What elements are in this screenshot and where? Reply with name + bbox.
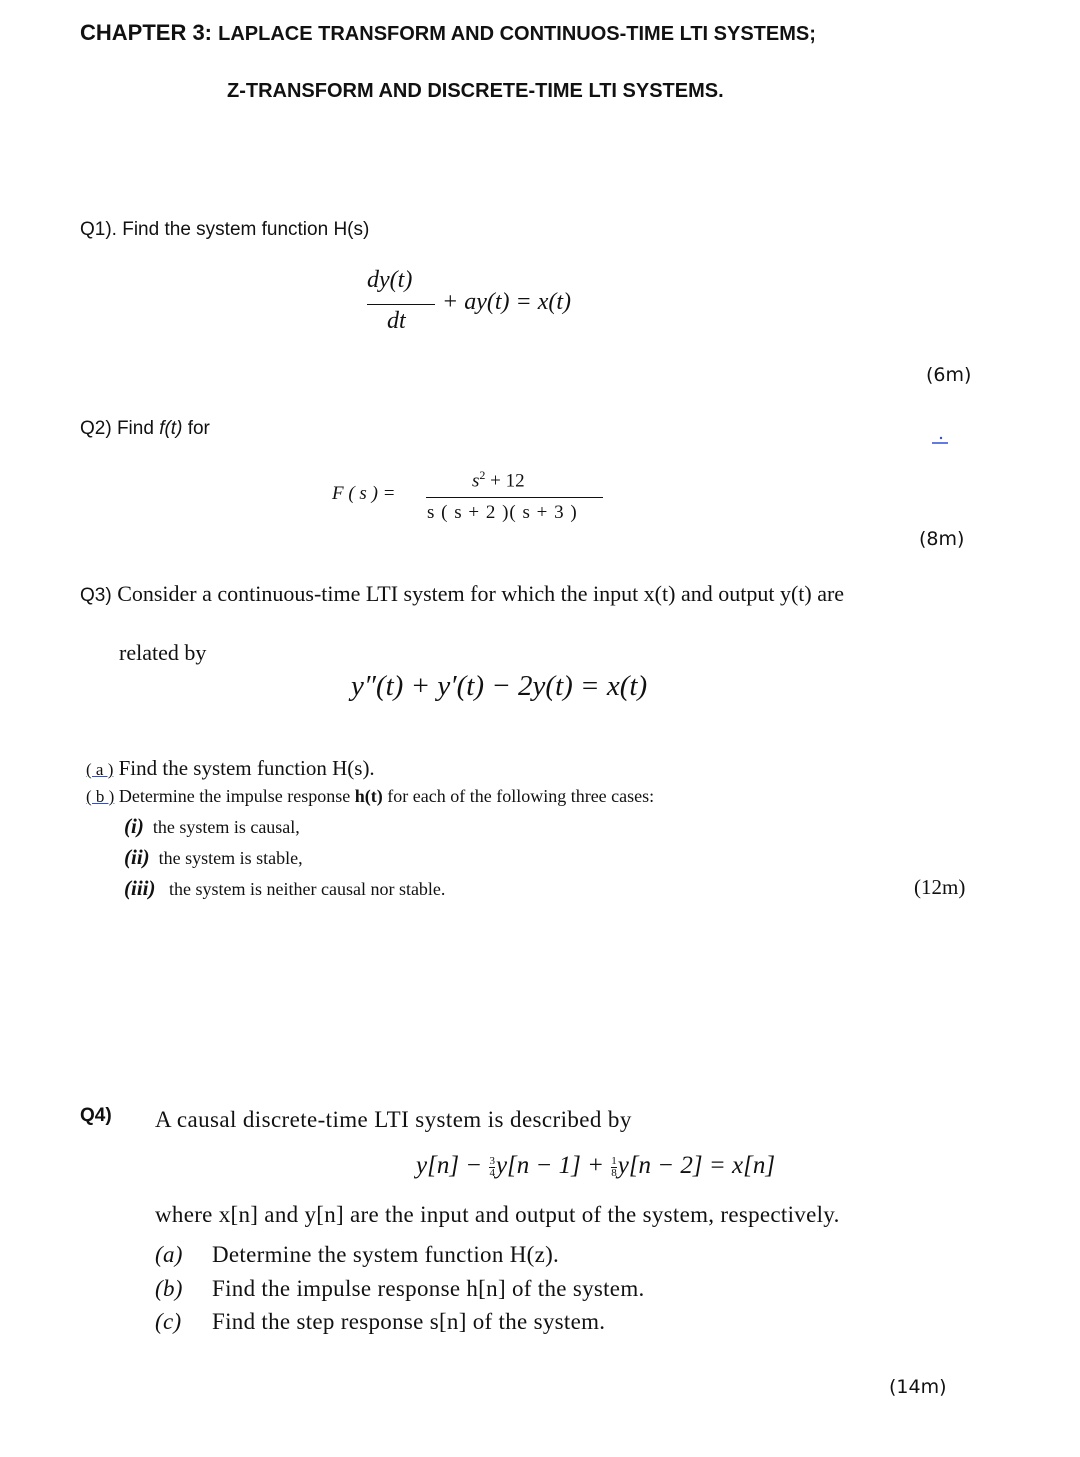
q1-eq-rest: + ay(t) = x(t) — [442, 289, 571, 315]
q3-part-a-text: Find the system function H(s). — [113, 756, 375, 780]
q3-part-a-label: ( a ) — [86, 760, 114, 779]
q3-case-i — [124, 814, 300, 839]
q4-part-c-label: (c) — [155, 1309, 182, 1334]
q3-case-i-label: (i) — [124, 814, 144, 838]
q3-case-ii-label: (ii) — [124, 845, 150, 869]
q4-frac2-den: 8 — [611, 1166, 617, 1179]
q1-prompt: Q1). Find the system function H(s) — [80, 219, 370, 240]
q1-marks: (6m) — [926, 364, 972, 386]
q4-eq-part2: y[n − 1] + — [495, 1152, 604, 1179]
q4-frac1-den: 4 — [489, 1166, 495, 1179]
q3-case-ii-text: the system is stable, — [158, 848, 303, 868]
q3-label: Q3) — [80, 585, 112, 606]
q3-case-i-text: the system is causal, — [152, 817, 300, 837]
q2-prompt-fn: f(t) — [159, 418, 183, 439]
q4-frac1 — [489, 1156, 495, 1179]
q4-equation — [416, 1152, 775, 1180]
q4-frac1-num: 3 — [489, 1154, 495, 1167]
q4-frac2 — [611, 1156, 617, 1179]
q3-prompt — [80, 581, 844, 607]
q4-part-b-text: Find the impulse response h[n] of the system. — [212, 1276, 645, 1301]
q4-marks: (14m) — [889, 1376, 947, 1398]
q2-num-exp: 2 — [479, 468, 486, 482]
chapter-label: CHAPTER 3: — [80, 20, 213, 45]
q2-prompt-pre: Q2) Find — [80, 418, 160, 439]
q2-eq-lhs: F ( s ) = — [332, 483, 396, 504]
q4-frac2-num: 1 — [611, 1154, 617, 1167]
q2-num-base: s — [472, 470, 480, 492]
q4-part-a-text: Determine the system function H(z). — [212, 1242, 560, 1267]
q3-part-b-bold: h(t) — [354, 786, 383, 806]
q3-case-iii — [124, 876, 445, 901]
q4-where: where x[n] and y[n] are the input and output of the system, respectively. — [155, 1202, 840, 1227]
q2-prompt-post: for — [182, 418, 210, 439]
q2-prompt — [80, 418, 210, 440]
anchor-icon — [932, 431, 948, 440]
q3-marks: (12m) — [914, 875, 966, 899]
q4-part-b-label: (b) — [155, 1276, 183, 1301]
q3-equation: y″(t) + y′(t) − 2y(t) = x(t) — [351, 670, 648, 702]
q2-eq-numerator — [472, 468, 525, 492]
q4-intro: A causal discrete-time LTI system is described by — [155, 1107, 632, 1132]
q4-eq-part3: y[n − 2] = x[n] — [617, 1152, 776, 1179]
q3-part-b-post: for each of the following three cases: — [382, 786, 655, 806]
q3-case-iii-text: the system is neither causal nor stable. — [169, 879, 446, 899]
q4-part-b — [155, 1276, 645, 1302]
q2-eq-denominator: s ( s + 2 )( s + 3 ) — [427, 502, 578, 523]
q4-part-c-text: Find the step response s[n] of the system. — [212, 1309, 606, 1334]
q2-num-rest: + 12 — [490, 470, 525, 492]
chapter-title — [80, 20, 816, 46]
q4-part-c — [155, 1309, 605, 1335]
q3-part-a — [86, 756, 375, 781]
q4-part-a-label: (a) — [155, 1242, 183, 1267]
q3-part-b-pre: Determine the impulse response — [114, 786, 355, 806]
q2-fraction-bar — [426, 497, 603, 498]
q1-eq-numerator: dy(t) — [367, 267, 413, 293]
q3-case-ii — [124, 845, 303, 870]
q4-eq-part1: y[n] − — [416, 1152, 483, 1179]
q3-part-b — [86, 786, 654, 807]
q3-related: related by — [119, 640, 207, 665]
q1-fraction-bar — [367, 304, 435, 305]
chapter-title-line2: Z-TRANSFORM AND DISCRETE-TIME LTI SYSTEMS. — [227, 80, 724, 102]
q3-part-b-label: ( b ) — [86, 787, 115, 806]
q4-part-a — [155, 1242, 559, 1268]
q1-eq-denominator: dt — [387, 308, 406, 334]
q3-case-iii-label: (iii) — [124, 876, 156, 900]
q3-prompt-text: Consider a continuous-time LTI system for which the input x(t) and output y(t) are — [111, 581, 845, 606]
chapter-title-line1: LAPLACE TRANSFORM AND CONTINUOS-TIME LTI SYSTEMS; — [218, 23, 816, 45]
q2-marks: (8m) — [919, 528, 965, 550]
q4-label: Q4) — [80, 1105, 112, 1126]
